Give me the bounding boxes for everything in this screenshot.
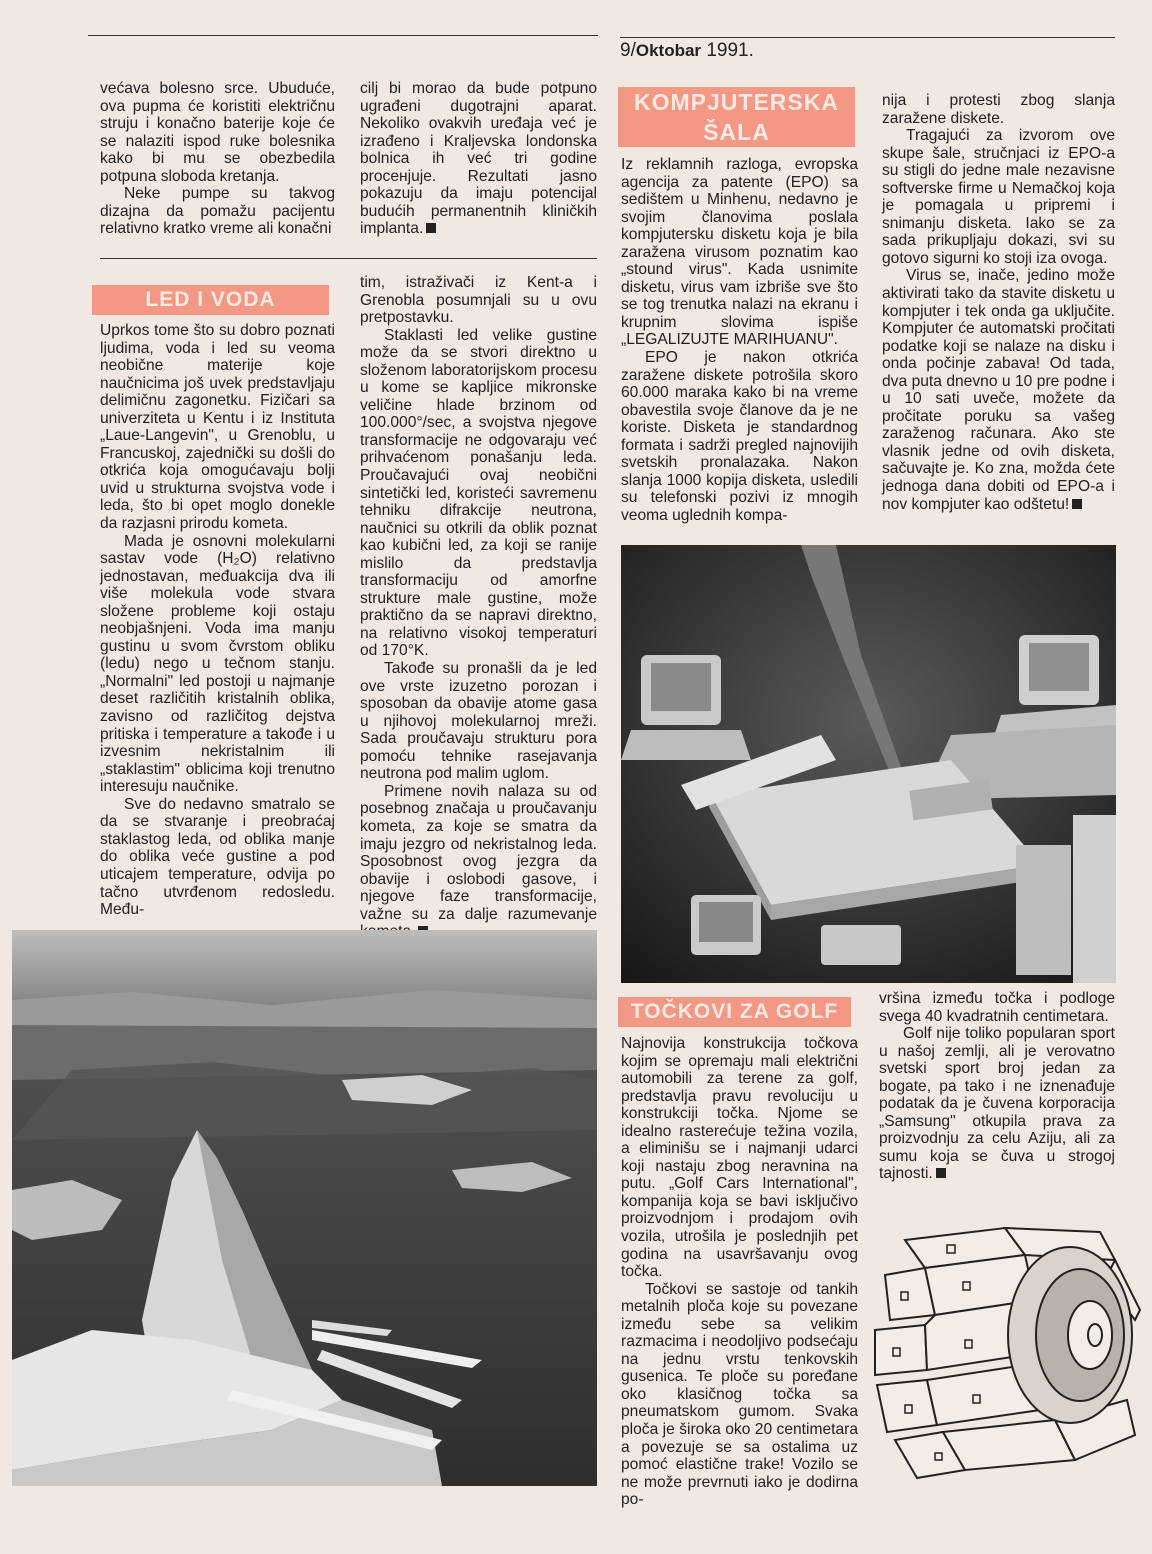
iceberg-illustration	[12, 930, 597, 1486]
kompjuterska-sala-title	[618, 87, 855, 147]
top-rule-right	[620, 37, 1115, 38]
kompjuterska-sala-col1	[621, 156, 858, 524]
paragraph: Takođe su pronašli da je led ove vrste izuzetno porozan i sposoban da obavije atome gasa u njihovoj molekularnoj mreži. Sada proučavaju strukturu pora pomoću tehnike rasejavanja neutrona pod malim uglom.	[360, 660, 597, 783]
paragraph: Virus se, inače, jedino može aktivirati tako da stavite disketu u kompjuter i tek onda ga uključite. Kompjuter će automatski pročitati podatke koji se nalaze na disku i onda počinje zabava! Od tada, dva puta dnevno u 10 pre podne i u 10 sati uveče, možete da pročitate poruku sa vašeg zaraženog računara. Ako ste vlasnik jedne od ovih disketa, sačuvajte je. Ko zna, možda ćete jednoga dana dobiti od EPO-a i nov kompjuter kao odštetu!	[882, 267, 1115, 513]
led-i-voda-title: LED I VODA	[92, 285, 329, 315]
top-rule	[88, 35, 598, 36]
tockovi-za-golf-title: TOČKOVI ZA GOLF	[618, 997, 851, 1027]
paragraph: vršina između točka i podloge svega 40 kvadratnih centimetara.	[879, 990, 1115, 1025]
iceberg-kayaks-photo	[12, 930, 597, 1486]
paragraph: Neke pumpe su takvog dizajna da pomažu pacijentu relativno kratko vreme ali konačni	[100, 185, 335, 238]
paragraph: Sve do nedavno smatralo se da se stvaranje i preobraćaj staklastog leda, od oblika manje do oblika veće gustine a pod uticajem temperature, odvija po tačno utvrđenom redosledu. Među-	[100, 795, 335, 919]
paragraph: cilj bi morao da bude potpuno ugrađeni dugotrajni aparat. Nekoliko ovakvih uređaja već je izrađeno i Kraljevska londonska bolnica ih već tri godine proceнjuje. Rezultati jasno pokazuju da imaju potencijal budućih permanentnih kliničkih implanta.	[360, 80, 597, 238]
title-line: ŠALA	[703, 119, 770, 145]
header-year: 1991.	[706, 40, 754, 61]
paragraph: EPO je nakon otkrića zaražene diskete potrošila skoro 60.000 maraka kako bi na vreme obavestila svoje članove da je ne koriste. Disketa je standardnog formata i sadrži pregled najnovijih svetskih pronalazaka. Nakon slanja 1000 kopija disketa, usledili su telefonski pozivi iz mnogih veoma uglednih kompa-	[621, 349, 858, 524]
paragraph: većava bolesno srce. Ubuduće, ova pupma će koristiti električnu struju i konačno baterije koje će se nalaziti ispod ruke bolesnika kako bi mu se obezbedila potpuna sloboda kretanja.	[100, 80, 335, 185]
paragraph: Mada je osnovni molekularni sastav vode (H₂O) relativno jednostavan, međuakcija dva ili više molekula vode stvara složene probleme koji ostaju neobjašnjeni. Voda ima manju gustinu u svom čvrstom obliku (ledu) nego u tečnom stanju. „Normalni" led postoji u najmanje deset različitih kristalnih oblika, zavisno od različitog dejstva pritiska i temperature a takođe i u izvesnim nekristalnim ili „staklastim" oblicima koji trenutno interesuju naučnike.	[100, 532, 335, 796]
top-article-col1	[100, 80, 335, 238]
title-line: KOMPJUTERSKA	[634, 89, 839, 115]
page-number: 9/	[620, 40, 636, 61]
paragraph: tim, istraživači iz Kent-a i Grenobla posumnjali su u ovu pretpostavku.	[360, 274, 597, 327]
section-rule	[100, 258, 597, 259]
paragraph: Iz reklamnih razloga, evropska agencija za patente (EPO) sa sedištem u Minhenu, nedavno je svojim članovima poslala kompjutersku disketu koja je bila zaražena virusom poznatim kao „stound virus". Kada usnimite disketu, virus vam izbriše sve što se tog trenutka nalazi na ekranu i krupnim slovima ispiše „LEGALIZUJTE MARIHUANU".	[621, 156, 858, 349]
paragraph: Primene novih nalaza su od posebnog značaja u proučavanju kometa, za koje se smatra da imaju jezgro od nekristalnog leda. Sposobnost ovog jezgra da obavije i oslobodi gasove, i njegove faze transformacije, važne su za dalje razumevanje	[360, 783, 597, 941]
paragraph: Najnovija konstrukcija točkova kojim se opremaju mali električni automobili za terene za golf, predstavlja pravu revoluciju u konstrukciji točka. Njome se idealno rasterećuje težina vozila, a eliminišu se i najmanji udarci koji nastaju zbog neravnina na putu. „Golf Cars International", kompanija koja se bavi isključivo proizvodnjom i prodajom ovih vozila, utrošila je poslednjih pet godina na usavršavanju ovog točka.	[621, 1035, 858, 1281]
tockovi-za-golf-col2	[879, 990, 1115, 1183]
top-article-col2	[360, 80, 597, 238]
paragraph: Golf nije toliko popularan sport u našoj zemlji, ali je verovatno svetski sport broj jedan za bogate, pa tako i ne iznenađuje podatak da je čuvena korporacija „Samsung" otkupila prava za proizvodnju za celu Aziju, ali za sumu koja se čuva u strogoj tajnosti.	[879, 1025, 1115, 1183]
paragraph: Uprkos tome što su dobro poznati ljudima, voda i led su veoma neobične materije koje naučnicima još uvek predstavljaju delimičnu zagonetku. Fizičari sa univerziteta u Kentu i iz Instituta „Laue-Langevin", u Grenoblu, u Francuskoj, zajednički su došli do otkrića koja omogućavaju bolji uvid u strukturna svojstva vode i leda, što bi opet moglo donekle da razjasni prirodu kometa.	[100, 322, 335, 533]
computers-illustration	[621, 545, 1116, 983]
end-mark-icon	[936, 1168, 946, 1178]
header-month: Oktobar	[635, 41, 702, 60]
end-mark-icon	[426, 223, 436, 233]
golf-wheel-drawing	[865, 1220, 1150, 1492]
computers-photo	[621, 545, 1116, 983]
led-i-voda-col1	[100, 322, 335, 919]
paragraph: Staklasti led velike gustine može da se stvori direktno u složenom laboratorijskom procesu u kome se kapljice mikronske veličine hlade brzinom od 100.000°/sec, a svojstva njegove transformacije ne odgovaraju već prihvaćenom ponašanju leda. Proučavajući ovaj neobični sintetički led, koristeći savremenu tehniku difrakcije neutrona, naučnici su otkrili da oblik poznat kao kubični led, za koji se ranije mislilo da predstavlja transformaciju od amorfne strukture male gustine, može praktično da se napravi direktno, na relativno visokoj temperaturi od 170°K.	[360, 326, 597, 660]
paragraph: Točkovi se sastoje od tankih metalnih ploča koje su povezane između sebe sa velikim razmacima i neodoljivo podsećaju na jednu vrstu tenkovskih gusenica. Te ploče su poređane oko klasičnog točka sa pneumatskom gumom. Svaka ploča je široka oko 20 centimetara a povezuje se sa ostalima uz pomoć elastične trake! Vozilo se ne može prevrnuti iako je dodirna po-	[621, 1280, 858, 1509]
kompjuterska-sala-col2	[882, 92, 1115, 513]
tockovi-za-golf-col1	[621, 1035, 858, 1509]
golf-wheel-illustration	[865, 1220, 1150, 1492]
end-mark-icon	[1072, 499, 1082, 509]
paragraph: Tragajući za izvorom ove skupe šale, stručnjaci iz EPO-a su stigli do jedne male nezavisne softverske firme u Nemačkoj koja je pomagala u pripremi i snimanju disketa. Iako se za sada prikupljaju dokazi, svi su gotovo sigurni ko stoji iza ovoga.	[882, 127, 1115, 267]
page-header	[620, 40, 754, 62]
led-i-voda-col2	[360, 274, 597, 941]
paragraph: nija i protesti zbog slanja zaražene diskete.	[882, 92, 1115, 127]
